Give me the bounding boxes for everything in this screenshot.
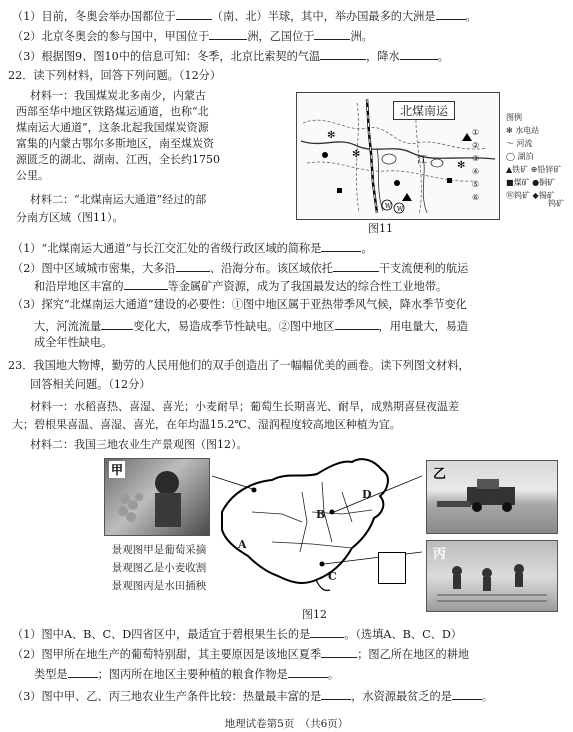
tin-icon: ◆: [532, 191, 539, 200]
answer-blank[interactable]: [209, 28, 247, 40]
map-river-label: 江: [417, 155, 427, 166]
legend-item: Ⓦ钨矿 ◆锡矿: [506, 191, 555, 200]
legend-item: ～ 河流: [506, 139, 533, 148]
photo-label-yi: 乙: [433, 467, 447, 482]
q22-material-2-line: 材料二：“北煤南运大通道”经过的部: [30, 193, 207, 206]
legend-numbers: ① ② ③ ④ ⑤ ⑥: [472, 128, 480, 202]
figure-11-caption: 图11: [368, 222, 393, 235]
map-letter-a: A: [238, 538, 247, 551]
figure-11-map: [296, 92, 500, 220]
q22-part-2-cont: 和沿岸地区丰富的 等金属矿产资源，成为了我国最发达的综合性工业地带。: [34, 280, 448, 293]
answer-blank[interactable]: [321, 646, 357, 658]
svg-text:W: W: [397, 206, 404, 213]
q22-part-3: （3）探究“北煤南运大通道”建设的必要性：①图中地区属于亚热带季风气候，降水季节变化: [12, 298, 467, 311]
map-letter-d: D: [362, 488, 372, 501]
q22-material-2-line: 分南方区域（图11）。: [16, 211, 124, 224]
lead-zinc-icon: ⊕: [530, 165, 538, 174]
q22-material-1-line: 源匮乏的湖北、湖南、江西，全长约1750: [16, 153, 220, 166]
hydro-icon: ✻: [506, 126, 513, 135]
answer-blank[interactable]: [68, 666, 98, 678]
photo-wheat-harvest: [426, 460, 558, 534]
legend-item: ■煤矿 ●铜矿: [506, 178, 556, 187]
answer-blank[interactable]: [400, 48, 438, 60]
page-footer: 地理试卷第5页 （共6页）: [224, 718, 349, 730]
south-china-sea-inset: [378, 552, 406, 584]
river-icon: ～: [506, 139, 514, 148]
q23-part-2-cont: 类型是 ；图丙所在地区主要种植的粮食作物是 。: [34, 668, 339, 681]
svg-text:✻: ✻: [327, 130, 336, 141]
photo-caption: 景观图甲是葡萄采摘: [111, 544, 207, 556]
answer-blank[interactable]: [176, 8, 212, 20]
q21-line-1: （1）目前，冬奥会举办国都位于 （南、北）半球，其中，举办国最多的大洲是 。: [12, 10, 477, 23]
q23-title-cont: 回答相关问题。（12分）: [30, 378, 151, 391]
q22-material-1-line: 材料一：我国煤炭北多南少，内蒙古: [30, 89, 206, 102]
q23-part-1: （1）图中A、B、C、D四省区中，最适宜于碧根果生长的是 。（选填A、B、C、D）: [12, 628, 462, 641]
answer-blank[interactable]: [321, 688, 351, 700]
legend-item: ▲铁矿 ⊕铅锌矿: [506, 165, 562, 174]
map-title-label: 北煤南运: [393, 101, 455, 120]
q23-material-1-cont: 大；碧根果喜温、喜湿、喜光，在年均温15.2℃、湿润程度较高地区种植为宜。: [12, 418, 401, 431]
lake-icon: ◯: [506, 152, 515, 161]
map-letter-c: C: [328, 570, 337, 583]
answer-blank[interactable]: [124, 278, 168, 290]
answer-blank[interactable]: [176, 260, 210, 272]
answer-blank[interactable]: [310, 626, 344, 638]
answer-blank[interactable]: [314, 28, 350, 40]
answer-blank[interactable]: [288, 666, 328, 678]
q22-part-1: （1）“北煤南运大通道”与长江交汇处的省级行政区域的简称是 。: [12, 242, 373, 255]
answer-blank[interactable]: [321, 240, 361, 252]
answer-blank[interactable]: [320, 48, 366, 60]
photo-rice-planting: [426, 540, 558, 612]
photo-grape-harvest: [104, 458, 210, 536]
q23-material-2: 材料二：我国三地农业生产景观图（图12）。: [30, 438, 248, 451]
q21-line-2: （2）北京冬奥会的参与国中，甲国位于 洲，乙国位于 洲。: [12, 30, 373, 43]
q22-material-1-line: 富集的内蒙古鄂尔多斯地区，南至煤炭资: [16, 137, 214, 150]
figure-12-caption: 图12: [302, 608, 327, 621]
tungsten-icon: Ⓦ: [506, 191, 514, 200]
q23-part-2: （2）图甲所在地生产的葡萄特别甜，其主要原因是该地区夏季 ；图乙所在地区的耕地: [12, 648, 470, 661]
coal-icon: ■: [506, 178, 514, 187]
q22-material-1-line: 公里。: [16, 169, 49, 182]
q22-title: 22．读下列材料，回答下列问题。（12分）: [8, 69, 222, 82]
wheat-photo-graphic: [427, 461, 557, 533]
answer-blank[interactable]: [436, 8, 466, 20]
q22-part-2: （2）图中区域城市密集，大多沿 、沿海分布。该区域依托 干支流便利的航运: [12, 262, 469, 275]
map-legend: [506, 112, 566, 201]
map-letter-b: B: [316, 508, 326, 521]
iron-ore-icon: ▲: [506, 165, 513, 174]
q23-material-1: 材料一：水稻喜热、喜湿、喜光；小麦耐旱；葡萄生长期喜光、耐旱，成熟期喜昼夜温差: [30, 400, 459, 413]
svg-text:✻: ✻: [352, 149, 361, 160]
photo-label-bing: 丙: [433, 547, 447, 562]
q22-part-3-cont: 大，河流流量 变化大，易造成季节性缺电。②图中地区 ，用电量大，易造: [34, 320, 469, 333]
svg-text:W: W: [385, 203, 392, 210]
svg-text:✻: ✻: [457, 160, 466, 171]
legend-item: ✻ 水电站: [506, 126, 540, 135]
photo-label-jia: 甲: [111, 463, 124, 477]
copper-icon: ●: [532, 178, 540, 187]
q23-title: 23．我国地大物博，勤劳的人民用他们的双手创造出了一幅幅优美的画卷。读下列图文材料，: [8, 359, 470, 372]
answer-blank[interactable]: [333, 260, 379, 272]
legend-extra: 钨矿: [548, 199, 564, 208]
q22-part-3-end: 成全年性缺电。: [34, 336, 113, 349]
answer-blank[interactable]: [335, 318, 379, 330]
q22-material-1-line: 煤南运大通道”，这条北起我国煤炭资源: [16, 121, 209, 134]
answer-blank[interactable]: [452, 688, 482, 700]
legend-title: 图例: [506, 113, 522, 122]
q23-part-3: （3）图中甲、乙、丙三地农业生产条件比较：热量最丰富的是 ，水资源最贫乏的是 。: [12, 690, 494, 703]
photo-caption: 景观图乙是小麦收割: [111, 562, 207, 574]
q21-line-3: （3）根据图9、图10中的信息可知：冬季，北京比索契的气温 ，降水 。: [12, 50, 449, 63]
rice-photo-graphic: [427, 541, 557, 611]
figure-12-china-map: [212, 452, 422, 602]
legend-item: ◯ 湖泊: [506, 152, 534, 161]
q22-material-1-line: 西部至华中地区铁路煤运通道，也称“北: [16, 105, 209, 118]
photo-caption: 景观图丙是水田插秧: [111, 580, 207, 592]
answer-blank[interactable]: [101, 318, 133, 330]
